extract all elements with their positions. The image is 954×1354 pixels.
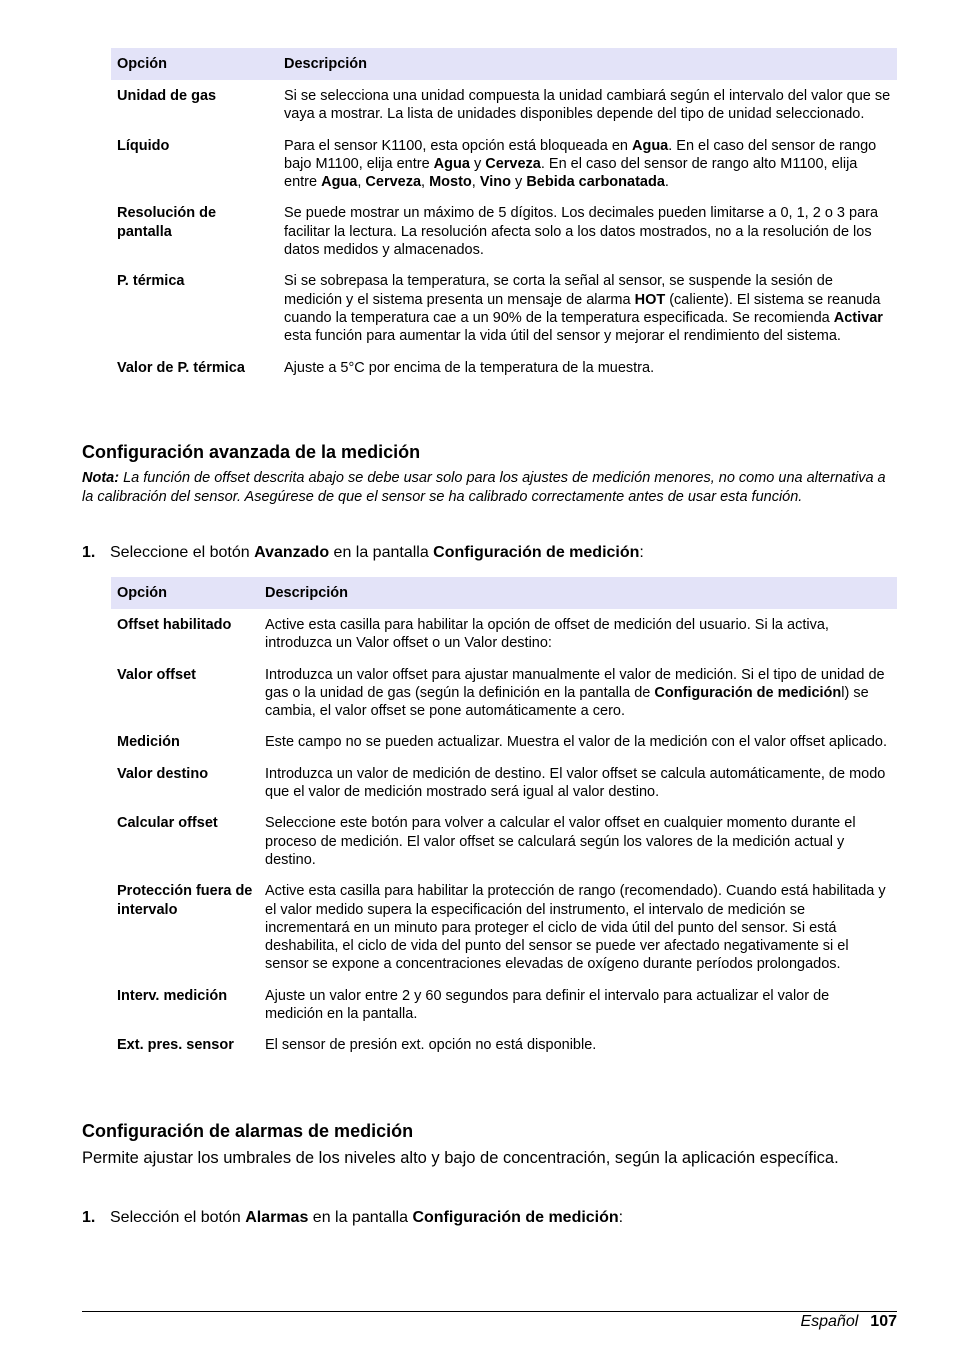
page-footer: [800, 1313, 897, 1331]
emphasized-term: Agua: [631, 137, 669, 154]
description-cell: [259, 807, 897, 875]
text-run: Este campo no se pueden actualizar. Muestra el valor de la medición con el valor offset aplicado.: [265, 734, 887, 751]
text-run: Ajuste a 5°C por encima de la temperatura de la muestra.: [284, 359, 655, 376]
text-run: Para el sensor K1100, esta opción está bloqueada en: [284, 137, 632, 154]
description-cell: [259, 726, 897, 757]
text-run: ,: [471, 174, 480, 191]
emphasized-term: Configuración de medición: [412, 1209, 619, 1226]
option-cell: Interv. medición: [117, 987, 228, 1004]
table-row: [111, 726, 897, 757]
table-row: [111, 265, 897, 351]
table-row: [111, 980, 897, 1030]
emphasized-term: Bebida carbonatada: [526, 174, 665, 191]
footer-divider: [82, 1311, 897, 1312]
step-1-advanced: [82, 544, 644, 562]
option-column-header: Opción: [111, 577, 259, 609]
table-row: [111, 807, 897, 875]
table-row: [111, 659, 897, 727]
text-run: Ajuste un valor entre 2 y 60 segundos para definir el intervalo para actualizar el valor de medición en la pantalla.: [265, 987, 830, 1023]
option-cell: Resolución de pantalla: [117, 205, 217, 240]
section-heading-advanced: Configuración avanzada de la medición: [82, 442, 421, 462]
text-run: esta función para aumentar la vida útil del sensor y mejorar el rendimiento del sistema.: [284, 328, 841, 345]
option-cell: Offset habilitado: [117, 617, 232, 633]
text-run: Seleccione el botón: [110, 544, 255, 561]
emphasized-term: Mosto: [429, 174, 472, 191]
text-run: . En el caso del sensor de rango alto M1100, elija entre: [284, 155, 858, 191]
emphasized-term: Avanzado: [254, 544, 330, 561]
option-cell: Medición: [117, 734, 180, 751]
text-run: Si se selecciona una unidad compuesta la unidad cambiará según el intervalo del valor que se vaya a mostrar. La lista de unidades disponibles depende del tipo de unidad seleccionado.: [284, 88, 891, 123]
option-column-header: Opción: [111, 48, 278, 80]
description-cell: [278, 130, 897, 198]
page-number: 107: [870, 1313, 897, 1330]
text-run: :: [639, 544, 644, 561]
option-cell: Valor offset: [117, 666, 196, 683]
text-run: .: [664, 174, 669, 191]
description-cell: [259, 659, 897, 727]
text-run: :: [618, 1209, 624, 1226]
text-run: y: [469, 155, 486, 172]
text-run: Si se sobrepasa la temperatura, se corta la señal al sensor, se suspende la sesión de medición y el sistema presenta un mensaje de alarma: [284, 273, 833, 308]
table-row: [111, 875, 897, 979]
text-run: l) se cambia, el valor offset se pone automáticamente a cero.: [265, 684, 869, 720]
note-paragraph: [82, 469, 897, 506]
option-cell: Calcular offset: [117, 815, 218, 832]
option-cell: P. térmica: [117, 273, 185, 290]
option-cell: Valor de P. térmica: [117, 359, 245, 376]
description-cell: [278, 197, 897, 265]
step-1-alarms: [82, 1209, 623, 1227]
text-run: Seleccione este botón para volver a calcular el valor offset en cualquier momento durante el proceso de medición. El valor offset se calculará según los valores de la medición actual y destino.: [265, 815, 856, 868]
step-text: [110, 544, 644, 561]
text-run: (caliente). El sistema se reanuda cuando la temperatura cae a un 90% de la temperatura especificada. Se recomienda: [284, 291, 881, 326]
options-table-2: [111, 577, 897, 1061]
text-run: Introduzca un valor offset para ajustar manualmente el valor de medición. Si el tipo de unidad de gas o la unidad de gas (según la definición en la pantalla de: [265, 666, 885, 701]
emphasized-term: Alarmas: [245, 1209, 309, 1226]
text-run: ,: [357, 174, 366, 191]
options-table-1: [111, 48, 897, 383]
table-row: [111, 609, 897, 659]
text-run: . En el caso del sensor de rango bajo M1100, elija entre: [284, 137, 877, 172]
description-cell: [278, 265, 897, 351]
text-run: y: [511, 174, 527, 191]
step-text: [110, 1209, 623, 1226]
alarms-paragraph: Permite ajustar los umbrales de los niveles alto y bajo de concentración, según la aplicación específica.: [82, 1149, 839, 1167]
table-header-row: [111, 577, 897, 609]
section-heading-alarms: Configuración de alarmas de medición: [82, 1121, 414, 1141]
note-label: Nota:: [82, 470, 120, 486]
option-cell: Ext. pres. sensor: [117, 1037, 234, 1054]
option-cell: Valor destino: [117, 765, 209, 782]
step-number: 1.: [82, 1209, 96, 1226]
emphasized-term: Activar: [833, 309, 883, 326]
description-cell: [259, 1029, 897, 1060]
description-cell: [278, 80, 897, 130]
emphasized-term: Agua: [321, 174, 358, 191]
option-cell: Líquido: [117, 137, 170, 154]
description-column-header: Descripción: [278, 48, 897, 80]
note-text: La función de offset descrita abajo se debe usar solo para los ajustes de medición menores, no como una alternativa a la calibración del sensor. Asegúrese de que el sensor se ha calibrado correctamente antes de usar esta función.: [82, 470, 886, 505]
table-row: [111, 1029, 897, 1060]
text-run: en la pantalla: [308, 1209, 413, 1226]
option-cell: Protección fuera de intervalo: [117, 883, 253, 918]
text-run: Active esta casilla para habilitar la protección de rango (recomendado). Cuando está habilitada y el valor medido supera la especificación del instrumento, el intervalo de medición se incrementará en un minuto para proteger el ciclo de vida útil del punto del sensor. Si está deshabilita, el ciclo de vida del punto del sensor se puede ver afectado negativamente si el sensor se expone a concentraciones elevadas de oxígeno durante períodos prolongados.: [265, 883, 886, 973]
description-cell: [278, 352, 897, 383]
table-row: [111, 758, 897, 808]
description-cell: [259, 609, 897, 659]
text-run: Active esta casilla para habilitar la opción de offset de medición del usuario. Si la activa, introduzca un Valor offset o un Valor destino:: [265, 617, 829, 652]
emphasized-term: Vino: [479, 174, 511, 191]
description-column-header: Descripción: [259, 577, 897, 609]
emphasized-term: Agua: [433, 155, 470, 172]
description-cell: [259, 980, 897, 1030]
text-run: Selección el botón: [110, 1209, 246, 1226]
footer-language: Español: [800, 1313, 859, 1330]
emphasized-term: Cerveza: [365, 174, 422, 191]
description-cell: [259, 758, 897, 808]
table-header-row: [111, 48, 897, 80]
table-row: [111, 197, 897, 265]
table-row: [111, 130, 897, 198]
emphasized-term: Configuración de medición: [433, 544, 640, 561]
text-run: Introduzca un valor de medición de destino. El valor offset se calcula automáticamente, de modo que el valor de medición mostrado será igual al valor destino.: [265, 765, 886, 801]
text-run: El sensor de presión ext. opción no está disponible.: [265, 1037, 597, 1054]
emphasized-term: HOT: [634, 291, 666, 308]
table-row: [111, 80, 897, 130]
emphasized-term: Configuración de medición: [654, 684, 842, 701]
option-cell: Unidad de gas: [117, 88, 217, 104]
step-number: 1.: [82, 544, 96, 561]
emphasized-term: Cerveza: [485, 155, 541, 172]
table-row: [111, 352, 897, 383]
description-cell: [259, 875, 897, 979]
text-run: en la pantalla: [329, 544, 434, 561]
text-run: ,: [421, 174, 430, 191]
text-run: Se puede mostrar un máximo de 5 dígitos. Los decimales pueden limitarse a 0, 1, 2 o 3 para facilitar la lectura. La resolución afecta solo a los datos mostrados, no a la resolución de los datos medidos y almacenados.: [284, 205, 879, 259]
